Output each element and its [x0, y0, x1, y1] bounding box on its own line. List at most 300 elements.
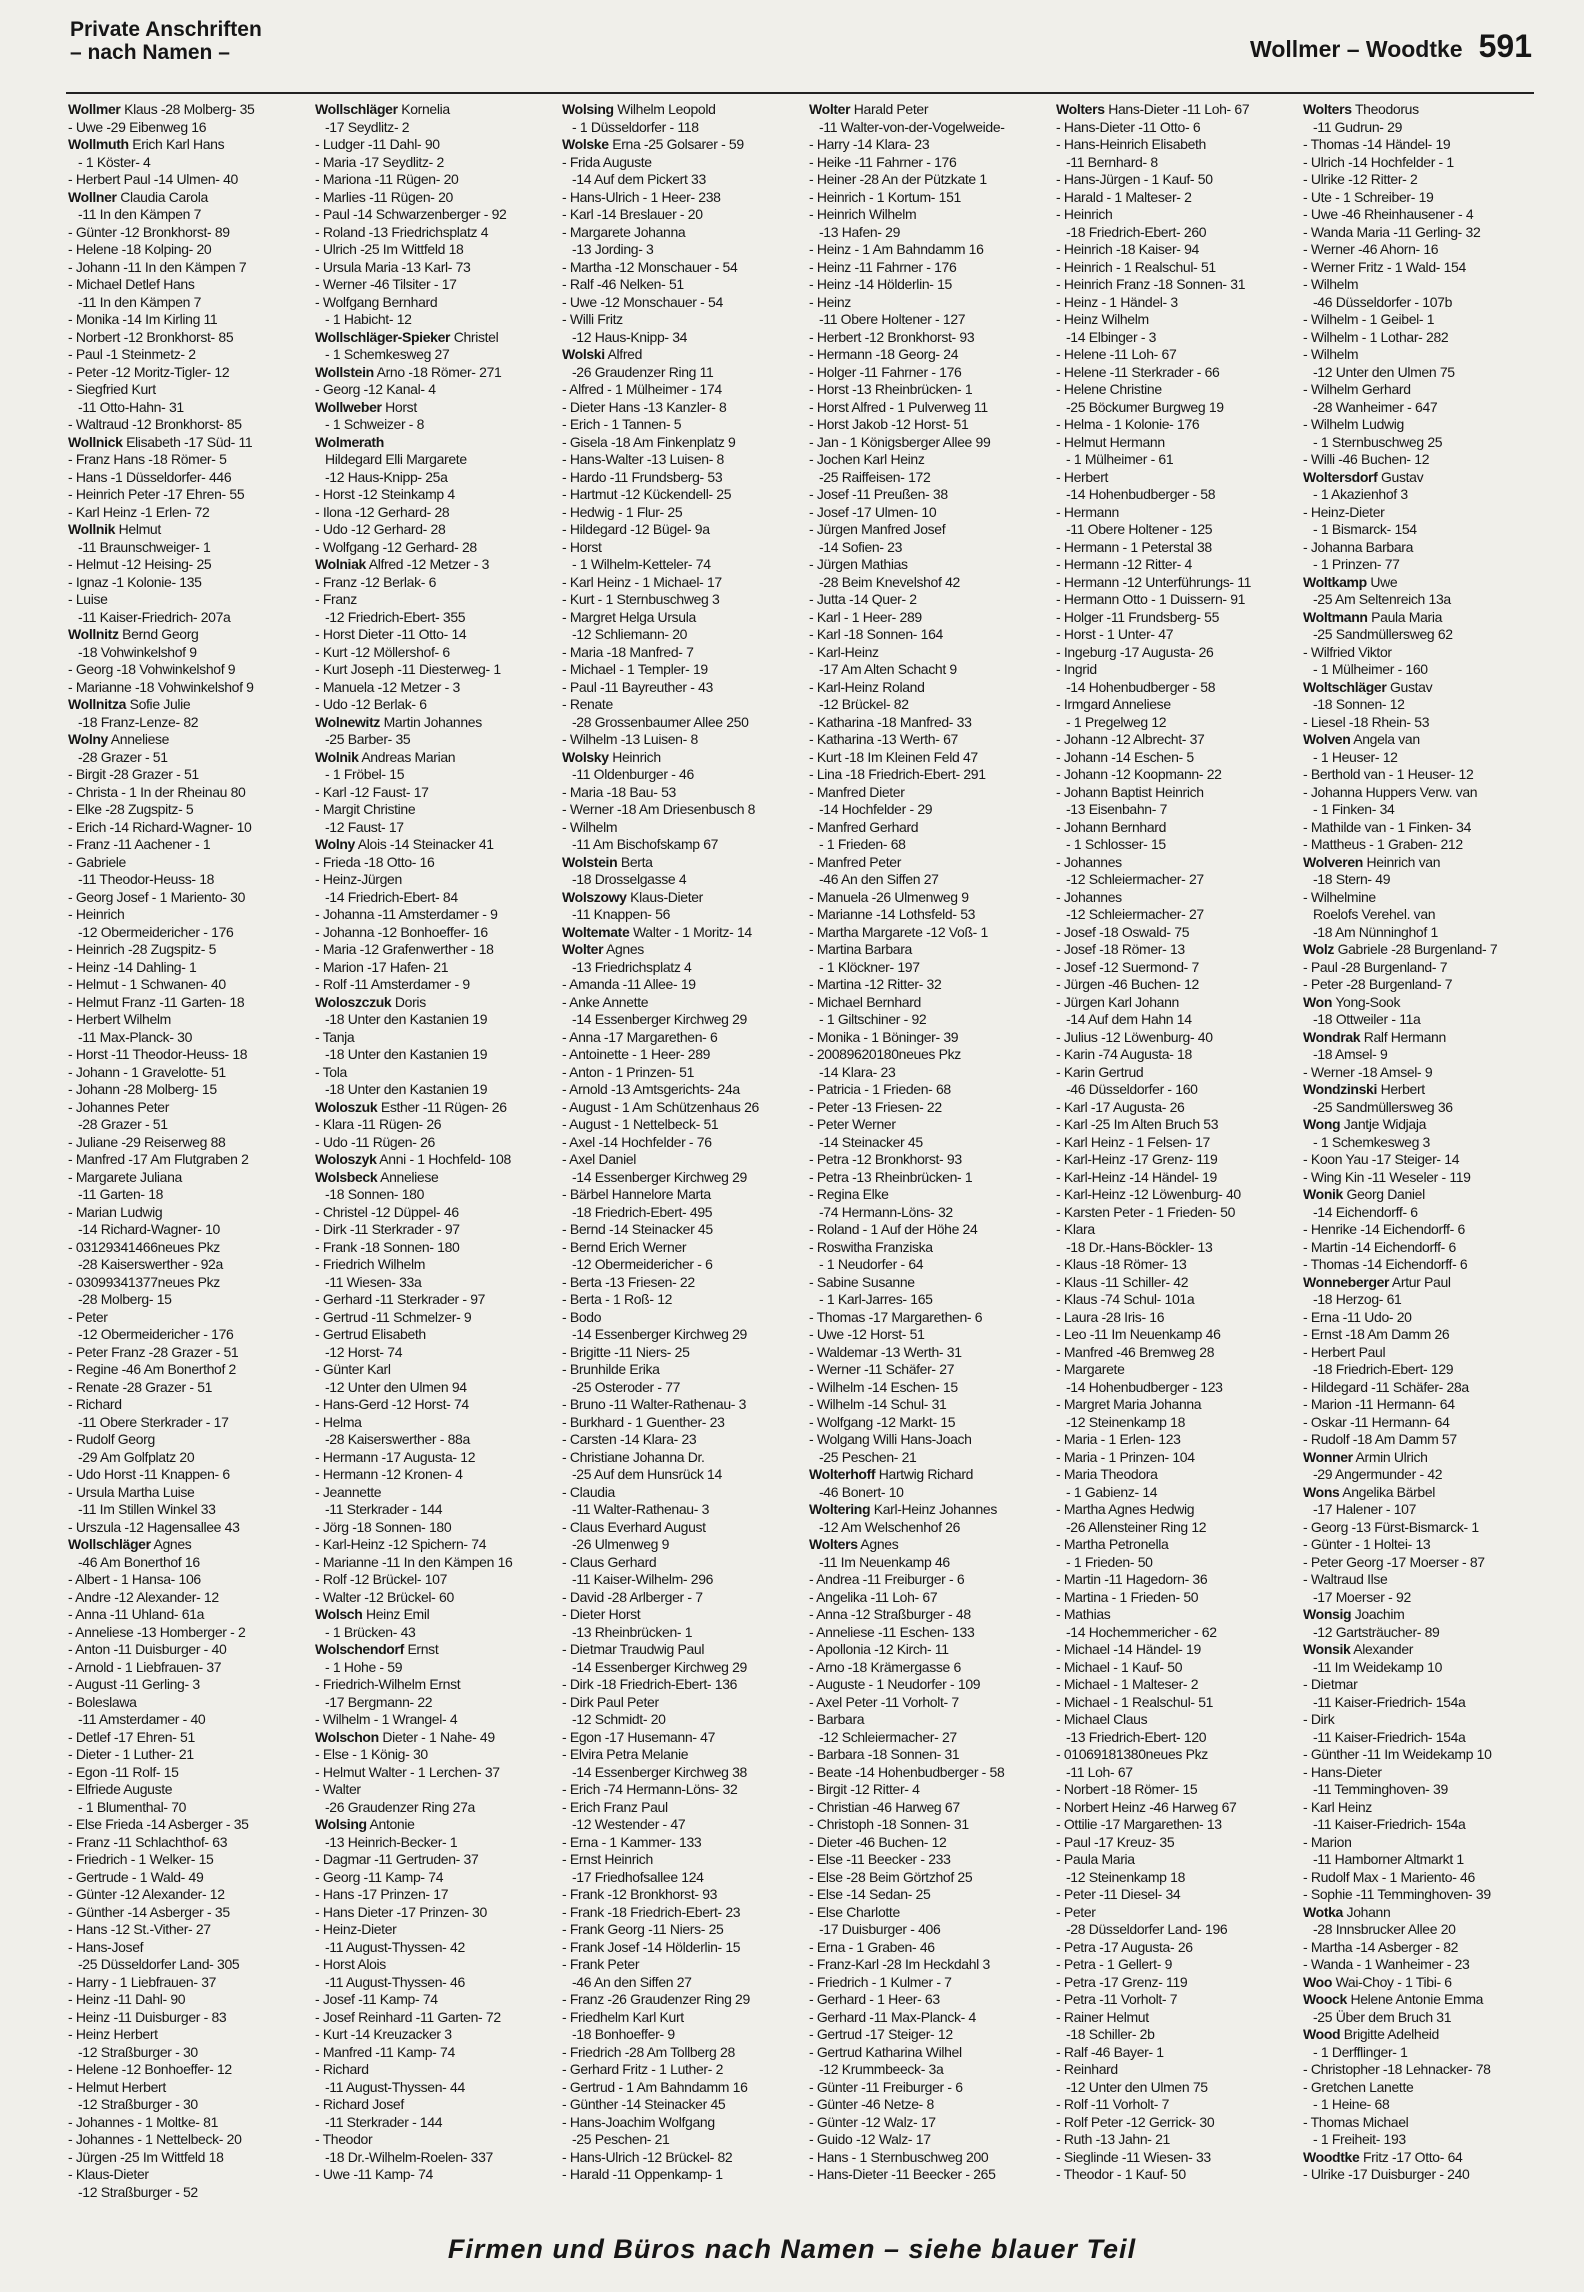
entry-text: -12 Unter den Ulmen 75	[1313, 363, 1455, 380]
directory-column	[1303, 101, 1536, 2221]
listing-entry	[315, 1904, 548, 1922]
listing-entry	[562, 1501, 795, 1519]
listing-entry	[1303, 1431, 1536, 1449]
listing-entry	[562, 1711, 795, 1729]
listing-entry	[1056, 1344, 1289, 1362]
entry-text: - 1 Hohe - 59	[325, 1658, 403, 1675]
listing-entry	[315, 1554, 548, 1572]
entry-text: Richard	[75, 1396, 122, 1412]
entry-text: Karl -14 Breslauer - 20	[569, 206, 703, 222]
surname-entry	[68, 189, 301, 207]
listing-entry	[315, 1711, 548, 1729]
surname-entry	[809, 1466, 1042, 1484]
entry-text: Horst Dieter -11 Otto- 14	[322, 626, 467, 642]
surname-entry	[68, 731, 301, 749]
entry-text: Helma	[322, 1413, 362, 1430]
listing-entry	[68, 1816, 301, 1834]
listing-entry	[809, 784, 1042, 802]
listing-entry	[809, 1291, 1042, 1309]
entry-text: Anneliese	[380, 1168, 439, 1185]
listing-entry	[315, 1834, 548, 1852]
listing-entry	[1056, 1956, 1289, 1974]
entry-text: - 1 Frieden- 68	[819, 836, 906, 852]
entry-text: -11 Sterkrader - 144	[325, 2113, 443, 2130]
listing-entry	[562, 836, 795, 854]
listing-entry	[1056, 1396, 1289, 1414]
name-range: Wollmer – Woodtke	[1250, 36, 1463, 62]
entry-text: Karin -74 Augusta- 18	[1063, 1046, 1192, 1062]
entry-text: Johannes	[1063, 888, 1122, 905]
listing-entry	[809, 1519, 1042, 1537]
listing-entry	[1056, 696, 1289, 714]
entry-text: Arnold -13 Amtsgerichts- 24a	[569, 1081, 740, 1097]
listing-entry	[809, 1729, 1042, 1747]
listing-entry	[809, 294, 1042, 312]
entry-text: Peter -13 Friesen- 22	[816, 1098, 942, 1115]
entry-text: Georg Daniel	[1346, 1186, 1425, 1202]
entry-text: Wilhelm Ludwig	[1310, 416, 1404, 432]
listing-entry	[68, 766, 301, 784]
entry-text: Tanja	[322, 1028, 355, 1045]
listing-entry	[1303, 836, 1536, 854]
entry-text: -11 Kaiser-Friedrich- 207a	[78, 608, 231, 625]
listing-entry	[68, 311, 301, 329]
entry-text: Ulrike -12 Ritter- 2	[1310, 171, 1418, 187]
surname: Woloszuk	[315, 1098, 378, 1115]
surname: Wolsky	[562, 748, 609, 765]
listing-entry	[68, 1799, 301, 1817]
entry-text: Gertrud -11 Schmelzer- 9	[322, 1308, 472, 1325]
entry-text: -17 Duisburger - 406	[819, 1921, 941, 1937]
entry-text: Peter -28 Burgenland- 7	[1310, 976, 1453, 992]
entry-text: -46 An den Siffen 27	[819, 871, 939, 887]
entry-text: Else -14 Sedan- 25	[816, 1886, 931, 1902]
entry-text: -25 Böckumer Burgweg 19	[1066, 398, 1224, 415]
entry-text: Heinz Emil	[365, 1606, 430, 1622]
entry-text: -11 Otto-Hahn- 31	[78, 398, 184, 415]
entry-text: Heike -11 Fahrner - 176	[816, 153, 957, 170]
surname-entry	[315, 1816, 548, 1834]
entry-text: - 1 Schemkesweg 3	[1313, 1133, 1430, 1150]
entry-text: Walter - 1 Moritz- 14	[632, 923, 752, 940]
entry-text: Josef Reinhard -11 Garten- 72	[322, 2008, 501, 2025]
entry-text: Walter -12 Brückel- 60	[322, 1588, 454, 1605]
listing-entry	[562, 1431, 795, 1449]
listing-entry	[562, 2079, 795, 2097]
entry-text: Hans-Dieter -11 Loh- 67	[1108, 101, 1250, 117]
entry-text: Johann - 1 Gravelotte- 51	[75, 1063, 226, 1080]
entry-text: Franz-Karl -28 Im Heckdahl 3	[816, 1956, 990, 1972]
listing-entry	[68, 2044, 301, 2062]
entry-text: Norbert -18 Römer- 15	[1063, 1781, 1198, 1797]
surname-entry	[562, 889, 795, 907]
listing-entry	[809, 819, 1042, 837]
listing-entry	[809, 1081, 1042, 1099]
entry-text: -11 August-Thyssen- 46	[325, 1973, 465, 1990]
listing-entry	[1056, 136, 1289, 154]
entry-text: Wilhelm	[1310, 346, 1359, 362]
entry-text: Josef -18 Oswald- 75	[1063, 923, 1190, 940]
surname: Woltemate	[562, 923, 630, 940]
listing-entry	[809, 941, 1042, 959]
entry-text: Sieglinde -11 Wiesen- 33	[1063, 2148, 1211, 2165]
entry-text: -18 Drosselgasse 4	[572, 871, 687, 887]
entry-text: Martin -14 Eichendorff- 6	[1310, 1238, 1456, 1255]
entry-text: Erich - 1 Tannen- 5	[569, 416, 682, 432]
entry-text: Georg -18 Vohwinkelshof 9	[75, 661, 236, 677]
listing-entry	[68, 399, 301, 417]
entry-text: Johann -12 Koopmann- 22	[1063, 766, 1222, 782]
entry-text: Johannes - 1 Moltke- 81	[75, 2113, 219, 2130]
listing-entry	[68, 259, 301, 277]
listing-entry	[562, 1449, 795, 1467]
directory-column	[315, 101, 548, 2221]
entry-text: -11 Obere Holtener - 125	[1066, 521, 1213, 537]
entry-text: Gerhard - 1 Heer- 63	[816, 1991, 940, 2007]
listing-entry	[1303, 1519, 1536, 1537]
listing-entry	[1303, 714, 1536, 732]
entry-text: Helene -12 Bonhoeffer- 12	[75, 2061, 232, 2077]
listing-entry	[1056, 591, 1289, 609]
entry-text: Günter -11 Freiburger - 6	[816, 2078, 963, 2095]
section-title: Private Anschriften	[70, 18, 262, 41]
listing-entry	[562, 1816, 795, 1834]
surname: Wollstein	[315, 363, 374, 380]
entry-text: Hildegard Elli Margarete	[325, 451, 467, 467]
entry-text: Maria - 1 Prinzen- 104	[1063, 1448, 1195, 1465]
listing-entry	[1056, 329, 1289, 347]
listing-entry	[1303, 1466, 1536, 1484]
surname: Wolter	[809, 101, 851, 117]
listing-entry	[1303, 1781, 1536, 1799]
entry-text: Helene -11 Sterkrader - 66	[1063, 363, 1220, 380]
surname-entry	[562, 346, 795, 364]
listing-entry	[315, 2166, 548, 2184]
entry-text: Johann -12 Albrecht- 37	[1063, 731, 1205, 747]
listing-entry	[68, 644, 301, 662]
listing-entry	[809, 416, 1042, 434]
listing-entry	[809, 2061, 1042, 2079]
entry-text: -14 Hochemmericher - 62	[1066, 1623, 1217, 1640]
entry-text: Christoph -18 Sonnen- 31	[816, 1816, 969, 1832]
entry-text: -12 Haus-Knipp- 25a	[325, 468, 448, 485]
entry-text: Frank Josef -14 Hölderlin- 15	[569, 1938, 741, 1955]
entry-text: Gisela -18 Am Finkenplatz 9	[569, 433, 736, 450]
listing-entry	[1056, 1239, 1289, 1257]
listing-entry	[1303, 1291, 1536, 1309]
entry-text: -25 Barber- 35	[325, 731, 411, 747]
entry-text: Regine -46 Am Bonerthof 2	[75, 1361, 236, 1377]
listing-entry	[315, 1081, 548, 1099]
entry-text: -11 Walter-von-der-Vogelweide-	[819, 118, 1005, 135]
entry-text: Wanda - 1 Wanheimer - 23	[1310, 1956, 1470, 1972]
entry-text: - 1 Wilhelm-Ketteler- 74	[572, 556, 711, 572]
entry-text: Claudia	[569, 1483, 615, 1500]
listing-entry	[1303, 749, 1536, 767]
listing-entry	[68, 2009, 301, 2027]
entry-text: Friedrich-Wilhelm Ernst	[322, 1676, 461, 1692]
listing-entry	[809, 259, 1042, 277]
entry-text: Sophie -11 Temminghoven- 39	[1310, 1886, 1491, 1902]
surname: Wolsing	[562, 101, 614, 117]
entry-text: Hermann -17 Augusta- 12	[322, 1448, 476, 1465]
entry-text: Karl-Heinz -12 Löwenburg- 40	[1063, 1186, 1241, 1202]
entry-text: Klaus-Dieter	[630, 888, 703, 905]
listing-entry	[68, 714, 301, 732]
surname-entry	[68, 696, 301, 714]
entry-text: Heinrich -28 Zugspitz- 5	[75, 941, 217, 957]
entry-text: Heinrich - 1 Realschul- 51	[1063, 258, 1216, 275]
entry-text: Jürgen Manfred Josef	[816, 521, 946, 537]
listing-entry	[809, 1396, 1042, 1414]
entry-text: Hermann Otto - 1 Duissern- 91	[1063, 591, 1246, 607]
entry-text: -11 Gudrun- 29	[1313, 118, 1403, 135]
entry-text: Esther -11 Rügen- 26	[380, 1098, 507, 1115]
listing-entry	[809, 924, 1042, 942]
entry-text: Wolfgang -12 Gerhard- 28	[322, 538, 477, 555]
listing-entry	[562, 1081, 795, 1099]
entry-text: -11 Theodor-Heuss- 18	[78, 871, 215, 887]
entry-text: Wilhelm -13 Luisen- 8	[569, 731, 698, 747]
entry-text: Günter Karl	[322, 1361, 391, 1377]
listing-entry	[1303, 626, 1536, 644]
entry-text: - 1 Frieden- 50	[1066, 1553, 1153, 1570]
entry-text: Horst -13 Rheinbrücken- 1	[816, 381, 973, 397]
entry-text: -11 Max-Planck- 30	[78, 1028, 193, 1045]
entry-text: Helene -11 Loh- 67	[1063, 346, 1177, 362]
listing-entry	[315, 206, 548, 224]
entry-text: Paul -14 Schwarzenberger - 92	[322, 206, 507, 222]
listing-entry	[68, 2149, 301, 2167]
entry-text: Günter -46 Netze- 8	[816, 2096, 934, 2112]
entry-text: -12 Krummbeeck- 3a	[819, 2061, 944, 2077]
listing-entry	[68, 2131, 301, 2149]
entry-text: Margarete	[1063, 1361, 1125, 1377]
listing-entry	[1303, 1064, 1536, 1082]
entry-text: Petra -13 Rheinbrücken- 1	[816, 1168, 973, 1185]
listing-entry	[1056, 1939, 1289, 1957]
listing-entry	[68, 1974, 301, 1992]
listing-entry	[1056, 749, 1289, 767]
listing-entry	[562, 1694, 795, 1712]
listing-entry	[68, 1834, 301, 1852]
listing-entry	[809, 1309, 1042, 1327]
listing-entry	[1303, 556, 1536, 574]
entry-text: Martina - 1 Frieden- 50	[1063, 1588, 1199, 1605]
listing-entry	[1056, 714, 1289, 732]
entry-text: Heinrich	[1063, 206, 1113, 222]
listing-entry	[562, 661, 795, 679]
listing-entry	[1056, 609, 1289, 627]
entry-text: Karl Heinz - 1 Felsen- 17	[1063, 1133, 1210, 1150]
listing-entry	[809, 2079, 1042, 2097]
entry-text: Martha Petronella	[1063, 1536, 1169, 1552]
entry-text: -11 August-Thyssen- 42	[325, 1938, 465, 1955]
listing-entry	[1056, 1781, 1289, 1799]
listing-entry	[68, 871, 301, 889]
entry-text: -12 Unter den Ulmen 94	[325, 1378, 467, 1395]
listing-entry	[562, 2009, 795, 2027]
listing-entry	[315, 486, 548, 504]
listing-entry	[68, 749, 301, 767]
entry-text: Martin Johannes	[383, 713, 482, 730]
listing-entry	[562, 381, 795, 399]
listing-entry	[1303, 1151, 1536, 1169]
listing-entry	[68, 1116, 301, 1134]
entry-text: Henrike -14 Eichendorff- 6	[1310, 1221, 1465, 1237]
entry-text: Katharina -18 Manfred- 33	[816, 713, 972, 730]
listing-entry	[68, 1886, 301, 1904]
entry-text: Richard	[322, 2061, 369, 2077]
listing-entry	[809, 399, 1042, 417]
entry-text: Frank Georg -11 Niers- 25	[569, 1921, 724, 1937]
surname: Woock	[1303, 1991, 1347, 2007]
listing-entry	[1056, 1011, 1289, 1029]
listing-entry	[809, 836, 1042, 854]
entry-text: Wing Kin -11 Weseler - 119	[1310, 1168, 1471, 1185]
entry-text: - 1 Schweizer - 8	[325, 416, 425, 432]
entry-text: -14 Hohenbudberger - 58	[1066, 678, 1216, 695]
surname: Wonner	[1303, 1448, 1353, 1465]
entry-text: Heinz-Jürgen	[322, 871, 402, 887]
entry-text: -12 Haus-Knipp- 34	[572, 328, 688, 345]
entry-text: Heinrich Franz -18 Sonnen- 31	[1063, 276, 1246, 292]
surname-entry	[315, 1169, 548, 1187]
entry-text: Michael -14 Händel- 19	[1063, 1641, 1201, 1657]
entry-text: -12 Obermeidericher - 176	[78, 1326, 234, 1342]
entry-text: Uwe -11 Kamp- 74	[322, 2166, 433, 2182]
surname: Wollnick	[68, 433, 123, 450]
entry-text: Richard Josef	[322, 2096, 404, 2112]
listing-entry	[1056, 2131, 1289, 2149]
listing-entry	[68, 2184, 301, 2202]
entry-text: -12 Straßburger - 52	[78, 2183, 198, 2200]
entry-text: Marianne -18 Vohwinkelshof 9	[75, 678, 254, 695]
listing-entry	[1303, 416, 1536, 434]
entry-text: Karl - 1 Heer- 289	[816, 608, 922, 625]
surname: Wonsig	[1303, 1606, 1352, 1622]
listing-entry	[1056, 819, 1289, 837]
entry-text: Dietmar	[1310, 1676, 1358, 1692]
entry-text: -11 Knappen- 56	[572, 906, 671, 922]
surname-entry	[315, 329, 548, 347]
listing-entry	[315, 941, 548, 959]
entry-text: Franz -12 Berlak- 6	[322, 573, 437, 590]
listing-entry	[315, 171, 548, 189]
listing-entry	[68, 906, 301, 924]
entry-text: Else -11 Beecker - 233	[816, 1851, 951, 1867]
entry-text: Mathilde van - 1 Finken- 34	[1310, 818, 1472, 835]
listing-entry	[562, 1134, 795, 1152]
page-number: 591	[1478, 28, 1532, 64]
surname: Wolven	[1303, 731, 1351, 747]
entry-text: Manfred Gerhard	[816, 818, 919, 835]
listing-entry	[315, 591, 548, 609]
entry-text: Boleslawa	[75, 1693, 137, 1710]
entry-text: Jürgen -46 Buchen- 12	[1063, 976, 1199, 992]
entry-text: Günther -14 Asberger - 35	[75, 1903, 230, 1920]
entry-text: Hildegard -11 Schäfer- 28a	[1310, 1378, 1469, 1395]
entry-text: Hedwig - 1 Flur- 25	[569, 503, 683, 520]
entry-text: - 1 Heuser- 12	[1313, 748, 1398, 765]
surname: Wolsch	[315, 1606, 363, 1622]
listing-entry	[809, 206, 1042, 224]
entry-text: Willi -46 Buchen- 12	[1310, 451, 1430, 467]
listing-entry	[1056, 504, 1289, 522]
entry-text: Rolf -12 Brückel- 107	[322, 1571, 448, 1587]
listing-entry	[68, 1589, 301, 1607]
listing-entry	[68, 854, 301, 872]
listing-entry	[562, 994, 795, 1012]
listing-entry	[1303, 644, 1536, 662]
entry-text: Karl-Heinz -14 Händel- 19	[1063, 1168, 1217, 1185]
entry-text: Margarete Johanna	[569, 223, 686, 240]
entry-text: Claus Everhard August	[569, 1518, 706, 1535]
section-label	[70, 18, 262, 64]
entry-text: Wai-Choy - 1 Tibi- 6	[1335, 1973, 1452, 1990]
entry-text: Horst Jakob -12 Horst- 51	[816, 416, 969, 432]
entry-text: Hardo -11 Frundsberg- 53	[569, 468, 723, 485]
entry-text: -11 Hamborner Altmarkt 1	[1313, 1851, 1464, 1867]
entry-text: Ernst -18 Am Damm 26	[1310, 1326, 1450, 1342]
entry-text: Werner -46 Tilsiter - 17	[322, 276, 457, 292]
entry-text: Karl Heinz - 1 Michael- 17	[569, 573, 722, 590]
entry-text: Manfred -17 Am Flutgraben 2	[75, 1151, 249, 1167]
listing-entry	[562, 294, 795, 312]
entry-text: Werner -11 Schäfer- 27	[816, 1361, 955, 1377]
entry-text: Margret Helga Ursula	[569, 608, 696, 625]
entry-text: Liesel -18 Rhein- 53	[1310, 713, 1430, 730]
listing-entry	[1056, 154, 1289, 172]
entry-text: Johann Bernhard	[1063, 818, 1167, 835]
listing-entry	[315, 2079, 548, 2097]
entry-text: -28 Kaiserswerther - 88a	[325, 1431, 470, 1447]
entry-text: Karl -25 Im Alten Bruch 53	[1063, 1116, 1219, 1132]
listing-entry	[68, 2166, 301, 2184]
surname-entry	[68, 136, 301, 154]
entry-text: Margit Christine	[322, 801, 416, 817]
listing-entry	[68, 1519, 301, 1537]
entry-text: Alfred - 1 Mülheimer - 174	[569, 381, 722, 397]
surname: Wolnik	[315, 748, 359, 765]
entry-text: - 1 Giltschiner - 92	[819, 1011, 927, 1027]
listing-entry	[809, 959, 1042, 977]
entry-text: Armin Ulrich	[1355, 1448, 1428, 1465]
entry-text: Petra -17 Grenz- 119	[1063, 1973, 1188, 1990]
listing-entry	[809, 1414, 1042, 1432]
entry-text: -18 Dr.-Wilhelm-Roelen- 337	[325, 2148, 493, 2165]
listing-entry	[809, 574, 1042, 592]
listing-entry	[809, 1134, 1042, 1152]
entry-text: Irmgard Anneliese	[1063, 696, 1171, 712]
surname: Wollschläger-Spieker	[315, 328, 451, 345]
listing-entry	[315, 1396, 548, 1414]
entry-text: Koon Yau -17 Steiger- 14	[1310, 1151, 1460, 1167]
entry-text: Wilhelmine	[1310, 888, 1376, 905]
listing-entry	[809, 626, 1042, 644]
entry-text: Dirk -11 Sterkrader - 97	[322, 1221, 460, 1237]
entry-text: Ruth -13 Jahn- 21	[1063, 2131, 1170, 2147]
entry-text: Helmut	[118, 521, 161, 537]
listing-entry	[1303, 1256, 1536, 1274]
entry-text: 03129341466neues Pkz	[75, 1238, 220, 1255]
surname-entry	[562, 101, 795, 119]
entry-text: Arno -18 Römer- 271	[376, 363, 502, 380]
entry-text: Bernd -14 Steinacker 45	[569, 1221, 713, 1237]
listing-entry	[68, 486, 301, 504]
listing-entry	[1056, 206, 1289, 224]
listing-entry	[1303, 2131, 1536, 2149]
